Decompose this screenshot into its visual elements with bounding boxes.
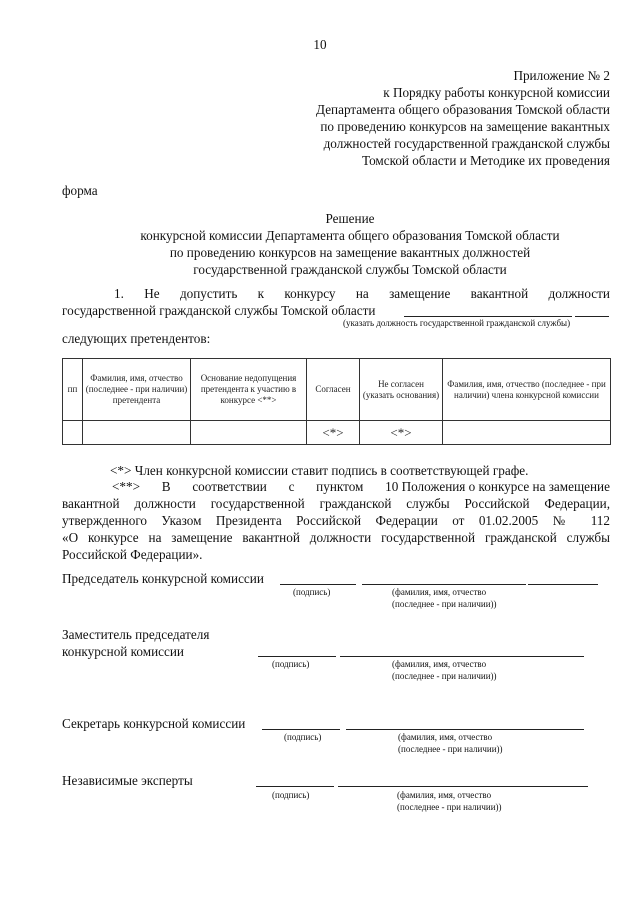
appendix-line: Приложение № 2 xyxy=(513,68,610,83)
fn-word: 10 Положения о конкурсе на замещение xyxy=(385,479,610,494)
deputy-name-hint-2: (последнее - при наличии)) xyxy=(392,671,497,681)
title-line: конкурсной комиссии Департамента общего образования Томской области xyxy=(140,228,560,243)
fn-word: с xyxy=(288,479,295,494)
footnote-2-line-1 xyxy=(62,479,610,495)
table-row xyxy=(63,421,611,445)
clause-word: замещение xyxy=(389,286,451,301)
clause-word: Не xyxy=(144,286,160,301)
header-cell: Фамилия, имя, отчество (последнее - при наличии) члена конкурсной комиссии xyxy=(443,359,611,421)
secretary-signature-line[interactable] xyxy=(262,729,340,730)
clause-1-line-3: следующих претендентов: xyxy=(62,331,211,346)
clause-word: на xyxy=(355,286,369,301)
footnote-2-line-3: утвержденного Указом Президента Российской Федерации от 01.02.2005 № 112 xyxy=(62,513,610,528)
appendix-line: должностей государственной гражданской службы xyxy=(323,136,610,151)
secretary-signature-hint: (подпись) xyxy=(284,732,322,742)
clause-1-line-2: государственной гражданской службы Томской области xyxy=(62,303,376,318)
deputy-name-hint-1: (фамилия, имя, отчество xyxy=(392,659,487,669)
header-cell: пп xyxy=(63,359,83,421)
fn-word: соответствии xyxy=(192,479,267,494)
chair-signature-line[interactable] xyxy=(280,584,356,585)
table-cell[interactable] xyxy=(83,421,191,445)
fn-word: В xyxy=(161,479,171,494)
candidates-table xyxy=(62,358,611,445)
title-line: по проведению конкурсов на замещение вакантных должностей xyxy=(169,245,531,260)
chair-signature-hint: (подпись) xyxy=(293,587,331,597)
chair-name-line-end[interactable] xyxy=(528,584,598,585)
footnote-1: <*> Член конкурсной комиссии ставит подпись в соответствующей графе. xyxy=(110,463,529,478)
clause-word: допустить xyxy=(179,286,238,301)
experts-name-hint-1: (фамилия, имя, отчество xyxy=(397,790,492,800)
chair-name-hint-1: (фамилия, имя, отчество xyxy=(392,587,487,597)
experts-signature-line[interactable] xyxy=(256,786,334,787)
experts-signature-hint: (подпись) xyxy=(272,790,310,800)
position-fill-line[interactable] xyxy=(404,316,572,317)
table-cell[interactable]: <*> xyxy=(360,421,443,445)
deputy-signature-line[interactable] xyxy=(258,656,336,657)
secretary-name-line[interactable] xyxy=(346,729,584,730)
appendix-line: к Порядку работы конкурсной комиссии xyxy=(383,85,610,100)
deputy-signature-hint: (подпись) xyxy=(272,659,310,669)
chair-name-hint-2: (последнее - при наличии)) xyxy=(392,599,497,609)
form-label: форма xyxy=(62,183,98,198)
appendix-line: Департамента общего образования Томской области xyxy=(316,102,610,117)
page-number: 10 xyxy=(313,37,327,52)
fn-word: пунктом xyxy=(316,479,364,494)
experts-label: Независимые эксперты xyxy=(62,773,193,788)
deputy-name-line[interactable] xyxy=(340,656,584,657)
experts-name-hint-2: (последнее - при наличии)) xyxy=(397,802,502,812)
appendix-line: по проведению конкурсов на замещение вакантных xyxy=(320,119,610,134)
table-cell[interactable] xyxy=(191,421,307,445)
clause-word: конкурсу xyxy=(284,286,336,301)
title-line: Решение xyxy=(325,211,375,226)
table-cell[interactable] xyxy=(63,421,83,445)
header-cell: Основание недопущения претендента к участию в конкурсе <**> xyxy=(191,359,307,421)
secretary-name-hint-2: (последнее - при наличии)) xyxy=(398,744,503,754)
position-hint: (указать должность государственной гражданской службы) xyxy=(343,318,571,328)
deputy-label-2: конкурсной комиссии xyxy=(62,644,184,659)
clause-word: вакантной xyxy=(470,286,529,301)
footnote-2-line-5: Российской Федерации». xyxy=(62,547,203,562)
position-fill-line-end[interactable] xyxy=(575,316,609,317)
secretary-name-hint-1: (фамилия, имя, отчество xyxy=(398,732,493,742)
table-header-row xyxy=(63,359,611,421)
experts-name-line[interactable] xyxy=(338,786,588,787)
clause-1-line-1 xyxy=(62,286,610,302)
chair-label: Председатель конкурсной комиссии xyxy=(62,571,264,586)
fn-word: <**> xyxy=(112,479,141,494)
footnote-2-line-2: вакантной должности государственной гражданской службы Российской Федерации, xyxy=(62,496,610,511)
table-cell[interactable] xyxy=(443,421,611,445)
clause-word: должности xyxy=(548,286,610,301)
secretary-label: Секретарь конкурсной комиссии xyxy=(62,716,246,731)
title-line: государственной гражданской службы Томской области xyxy=(193,262,507,277)
deputy-label-1: Заместитель председателя xyxy=(62,627,210,642)
clause-word: к xyxy=(257,286,265,301)
appendix-line: Томской области и Методике их проведения xyxy=(362,153,610,168)
clause-word: 1. xyxy=(114,286,124,301)
chair-name-line[interactable] xyxy=(362,584,526,585)
footnote-2-line-4: «О конкурсе на замещение вакантной должности государственной гражданской службы xyxy=(62,530,610,545)
header-cell: Не согласен (указать основания) xyxy=(360,359,443,421)
header-cell: Согласен xyxy=(307,359,360,421)
table-cell[interactable]: <*> xyxy=(307,421,360,445)
header-cell: Фамилия, имя, отчество (последнее - при наличии) претендента xyxy=(83,359,191,421)
